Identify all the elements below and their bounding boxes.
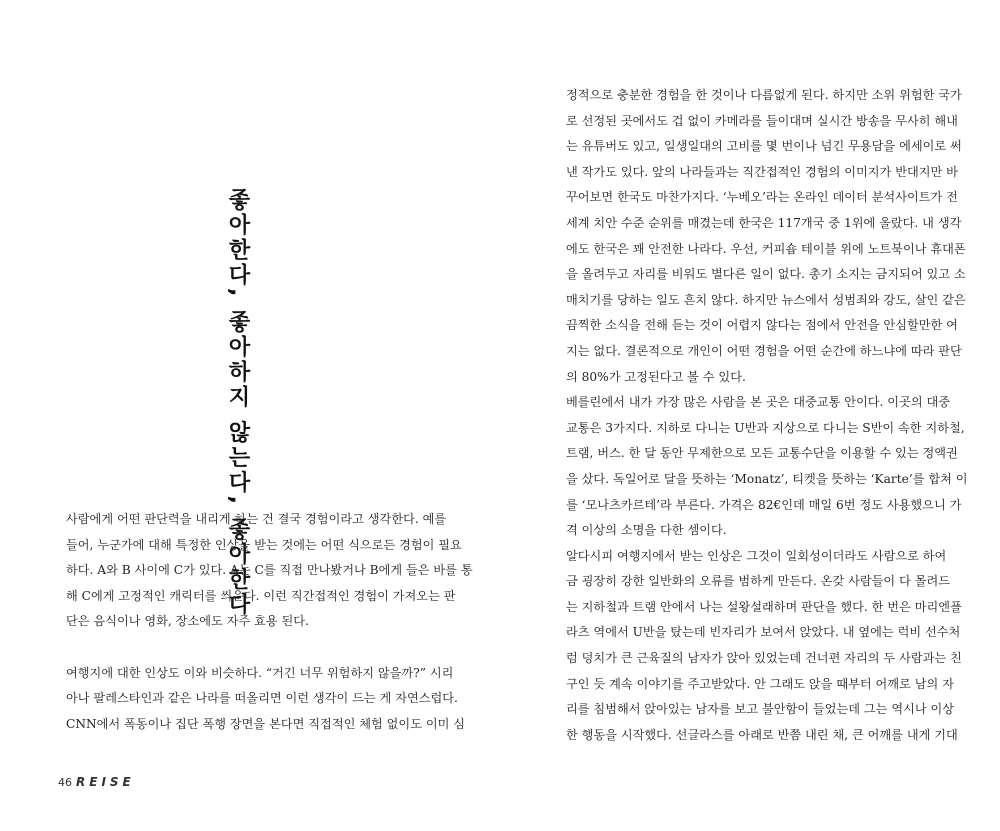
paragraph — [66, 661, 466, 738]
text-line: 트램, 버스. 한 달 동안 무제한으로 모든 교통수단을 이용할 수 있는 정액권 — [566, 446, 958, 461]
text-line: 리를 침범해서 앉아있는 남자를 보고 불안함이 들었는데 그는 역시나 이상 — [566, 702, 955, 717]
text-line: 금 굉장히 강한 일반화의 오류를 범하게 만든다. 온갖 사람들이 다 몰려드 — [566, 574, 951, 589]
text-line: 라츠 역에서 U반을 탔는데 빈자리가 보여서 앉았다. 내 옆에는 럭비 선수처 — [566, 625, 961, 640]
text-line: 럼 덩치가 큰 근육질의 남자가 앉아 있었는데 건너편 자리의 두 사람과는 친 — [566, 651, 962, 666]
text-line: 을 올려두고 자리를 비워도 별다른 일이 없다. 총기 소지는 금지되어 있고 소 — [566, 267, 966, 282]
text-line: 정적으로 충분한 경험을 한 것이나 다름없게 된다. 하지만 소위 위험한 국가 — [566, 88, 962, 102]
text-line: 알다시피 여행지에서 받는 인상은 그것이 일회성이더라도 사람으로 하여 — [566, 548, 947, 563]
paragraph — [566, 83, 966, 390]
text-line: 로 선정된 곳에서도 겁 없이 카메라를 들이대며 실시간 방송을 무사히 해내 — [566, 113, 958, 128]
text-line: 베를린에서 내가 가장 많은 사람을 본 곳은 대중교통 안이다. 이곳의 대중 — [566, 395, 951, 410]
text-line: 지는 없다. 결론적으로 개인이 어떤 경험을 어떤 순간에 하느냐에 따라 판단 — [566, 343, 962, 358]
text-line: 단은 음식이나 영화, 장소에도 자주 효용 된다. — [66, 614, 309, 629]
text-line: 사람에게 어떤 판단력을 내리게 하는 건 결국 경험이라고 생각한다. 예를 — [66, 512, 447, 526]
text-line: CNN에서 폭동이나 집단 폭행 장면을 본다면 직접적인 체험 없이도 이미 심 — [66, 716, 466, 731]
text-line: 하다. A와 B 사이에 C가 있다. A는 C를 직접 만나봤거나 B에게 들은 바를 통 — [66, 563, 473, 578]
text-line: 의 80%가 고정된다고 볼 수 있다. — [566, 369, 746, 384]
text-line: 교통은 3가지다. 지하로 다니는 U반과 지상으로 다니는 S반이 속한 지하철, — [566, 420, 965, 435]
left-column — [66, 507, 473, 737]
text-line: 들어, 누군가에 대해 특정한 인상을 받는 것에는 어떤 식으로든 경험이 필요 — [66, 537, 462, 552]
text-line: 한 행동을 시작했다. 선글라스를 아래로 반쯤 내린 채, 큰 어깨를 내게 기대 — [566, 727, 958, 742]
page-footer — [58, 775, 135, 789]
text-line: 아나 팔레스타인과 같은 나라를 떠올리면 이런 생각이 드는 게 자연스럽다. — [66, 691, 458, 706]
text-line: 는 유튜버도 있고, 일생일대의 고비를 몇 번이나 넘긴 무용담을 에세이로 써 — [566, 139, 962, 154]
paragraph — [566, 544, 962, 749]
right-column — [566, 83, 968, 748]
article-title: 좋아한다, 좋아하지 않는다, 좋아한다 — [225, 188, 250, 618]
text-line: 를 ‘모나츠카르테’라 부른다. 가격은 82€인데 매일 6번 정도 사용했으니 가 — [566, 497, 962, 512]
text-line: 낸 작가도 있다. 앞의 나라들과는 직간접적인 경험의 이미지가 반대지만 바 — [566, 164, 958, 179]
paragraph — [66, 507, 473, 635]
text-line: 꾸어보면 한국도 마찬가지다. ‘누베오’라는 온라인 데이터 분석사이트가 전 — [566, 190, 958, 205]
text-line: 는 지하철과 트램 안에서 나는 설왕설래하며 판단을 했다. 한 번은 마리엔플 — [566, 599, 962, 614]
text-line: 세계 치안 수준 순위를 매겼는데 한국은 117개국 중 1위에 올랐다. 내 생각 — [566, 215, 962, 230]
text-line: 여행지에 대한 인상도 이와 비슷하다. “거긴 너무 위험하지 않을까?” 시리 — [66, 665, 454, 680]
page-number: 46 — [58, 776, 72, 789]
paragraph — [566, 390, 968, 544]
text-line: 매치기를 당하는 일도 흔치 않다. 하지만 뉴스에서 성범죄와 강도, 살인 같은 — [566, 292, 966, 307]
magazine-logo: REISE — [76, 775, 135, 789]
text-line: 끔찍한 소식을 전해 듣는 것이 어렵지 않다는 점에서 안전을 안심할만한 여 — [566, 318, 958, 333]
text-line: 에도 한국은 꽤 안전한 나라다. 우선, 커피숍 테이블 위에 노트북이나 휴대폰 — [566, 241, 966, 256]
text-line: 격 이상의 소명을 다한 셈이다. — [566, 523, 727, 538]
text-line: 해 C에게 고정적인 캐릭터를 씌운다. 이런 직간접적인 경험이 가져오는 판 — [66, 588, 456, 603]
text-line: 구인 듯 계속 이야기를 주고받았다. 안 그래도 앉을 때부터 어깨로 남의 자 — [566, 676, 954, 691]
text-line: 을 샀다. 독일어로 달을 뜻하는 ‘Monatz’, 티켓을 뜻하는 ‘Karte’를 합쳐 이 — [566, 471, 968, 486]
